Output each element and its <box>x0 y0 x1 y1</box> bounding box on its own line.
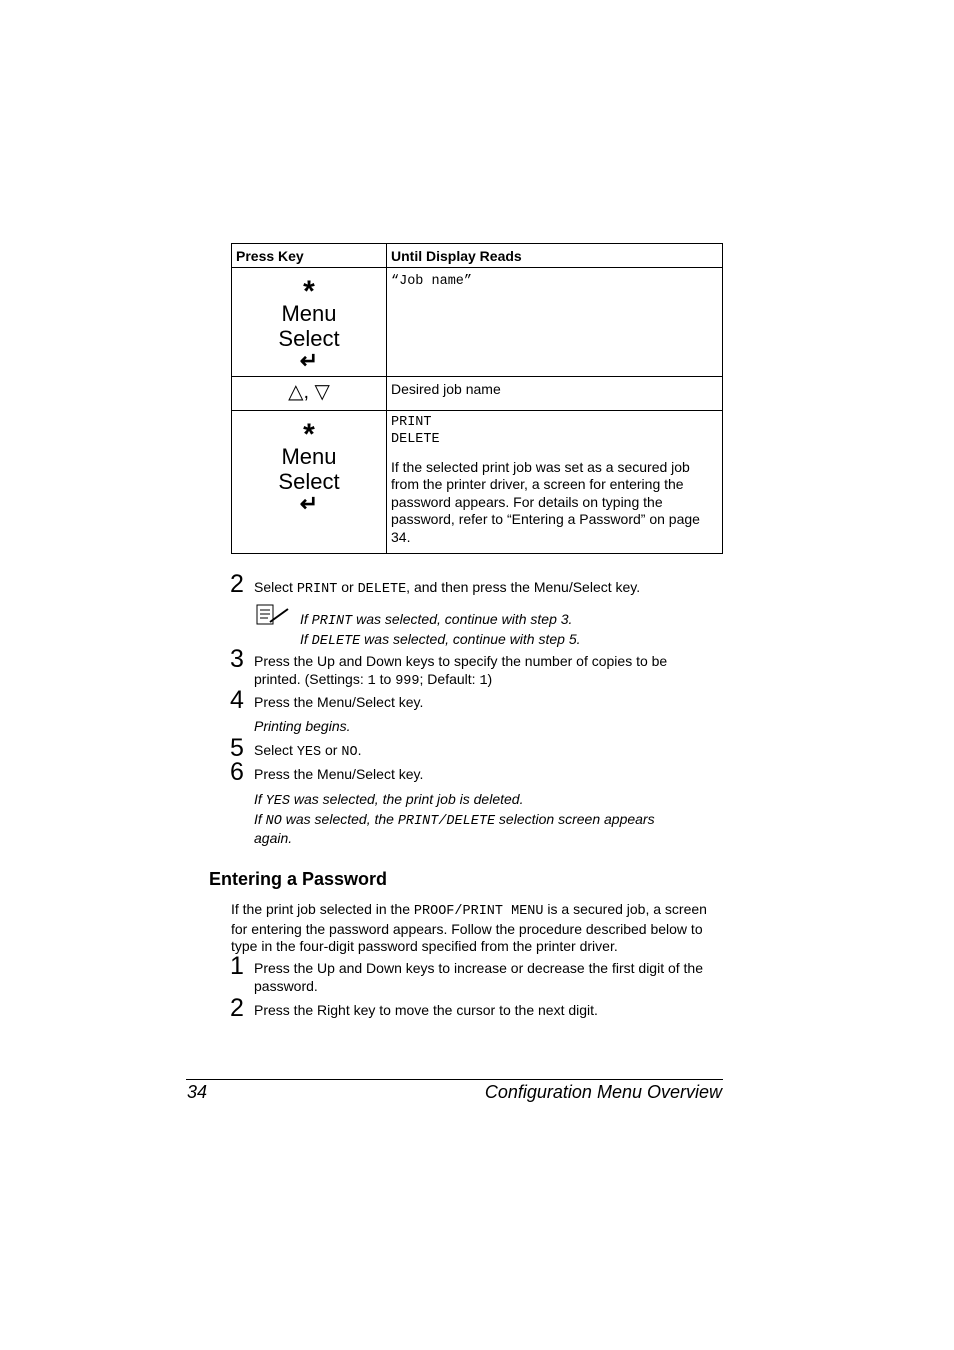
text-segment: Menu <box>281 301 337 326</box>
text-segment: was selected, continue with step 3. <box>352 611 573 627</box>
step-number: 6 <box>230 758 244 786</box>
text-segment: 999 <box>395 673 420 689</box>
text-segment: selection screen appears again. <box>254 810 655 846</box>
text-segment: YES <box>296 745 322 760</box>
text-segment: PRINT <box>311 614 353 629</box>
step-text <box>254 742 724 762</box>
text-segment: , and then press the Menu/Select key. <box>406 579 641 595</box>
text-segment: If <box>300 630 312 647</box>
step-text <box>254 579 724 599</box>
step-text: Press the Right key to move the cursor to the next digit. <box>254 1002 598 1018</box>
text-segment: was selected, the <box>281 810 398 827</box>
enter-icon: ↵ <box>299 348 319 373</box>
text-segment: PRINT <box>296 582 338 597</box>
text-segment: 1 <box>479 673 488 689</box>
text-segment: is a secured job, a screen for entering the password appears. Follow the procedure described below to type in the four-digit password specified from the printer driver. <box>231 901 707 954</box>
step-number: 4 <box>230 686 244 714</box>
enter-icon: ↵ <box>299 490 319 516</box>
star-icon: * <box>303 417 315 451</box>
menu-select-key <box>232 410 387 553</box>
key-table <box>231 243 723 554</box>
text-segment: DELETE <box>311 633 361 649</box>
text-segment: If <box>300 611 312 627</box>
display-text: DELETE <box>391 432 440 447</box>
step-number: 1 <box>230 952 244 980</box>
note-icon <box>256 604 290 626</box>
text-segment: or <box>321 742 342 758</box>
step-result <box>254 791 694 848</box>
star-icon: * <box>303 275 315 308</box>
text-segment: YES <box>265 794 290 809</box>
text-segment: Menu <box>281 443 337 469</box>
step-number: 5 <box>230 734 244 762</box>
text-segment: Select <box>254 579 297 595</box>
up-down-arrows-icon: △, ▽ <box>232 376 387 410</box>
text-segment: was selected, the print job is deleted. <box>289 791 524 807</box>
step-text <box>254 653 694 690</box>
step-number: 3 <box>230 645 244 673</box>
page-number: 34 <box>187 1082 208 1102</box>
text-segment: If the print job selected in the <box>231 901 414 917</box>
footer-title: Configuration Menu Overview <box>484 1082 722 1102</box>
note-text <box>300 611 581 650</box>
step-text: Press the Menu/Select key. <box>254 694 424 710</box>
text-segment: DELETE <box>357 582 407 597</box>
text-segment: to <box>375 670 396 687</box>
text-segment: NO <box>265 813 282 829</box>
text-segment: Select <box>254 742 297 758</box>
text-segment: 1 <box>367 673 376 689</box>
step-number: 2 <box>230 994 244 1022</box>
text-segment: Press the Up and Down keys to specify the number of copies to be printed. (Settings: <box>254 653 668 687</box>
step-text: Press the Menu/Select key. <box>254 766 424 782</box>
display-note: If the selected print job was set as a secured job from the printer driver, a screen for entering the password appears. For details on typing the password, refer to “Entering a Password” on page 34. <box>391 458 700 545</box>
section-heading: Entering a Password <box>209 869 388 889</box>
section-intro <box>231 901 723 956</box>
header-display: Until Display Reads <box>387 244 723 268</box>
text-segment: was selected, continue with step 5. <box>360 630 581 647</box>
text-segment: PROOF/PRINT MENU <box>413 904 544 919</box>
display-text: “Job name” <box>391 274 473 289</box>
step-number: 2 <box>230 570 244 598</box>
display-text: PRINT <box>391 414 432 430</box>
header-press-key: Press Key <box>232 244 387 268</box>
text-segment: Select <box>278 326 340 351</box>
text-segment: ; Default: <box>419 670 480 687</box>
text-segment: If <box>254 810 266 827</box>
text-segment: Select <box>278 468 340 494</box>
text-segment: NO <box>341 745 358 760</box>
text-segment: PRINT/DELETE <box>397 813 496 829</box>
text-segment: or <box>337 579 358 595</box>
text-segment: . <box>357 742 362 758</box>
step-result: Printing begins. <box>254 718 351 734</box>
step-text: Press the Up and Down keys to increase or decrease the first digit of the password. <box>254 960 704 994</box>
menu-select-key <box>232 268 387 377</box>
text-segment: ) <box>487 670 493 687</box>
footer-rule <box>186 1079 723 1080</box>
text-segment: If <box>254 791 266 807</box>
display-text: Desired job name <box>387 376 723 410</box>
